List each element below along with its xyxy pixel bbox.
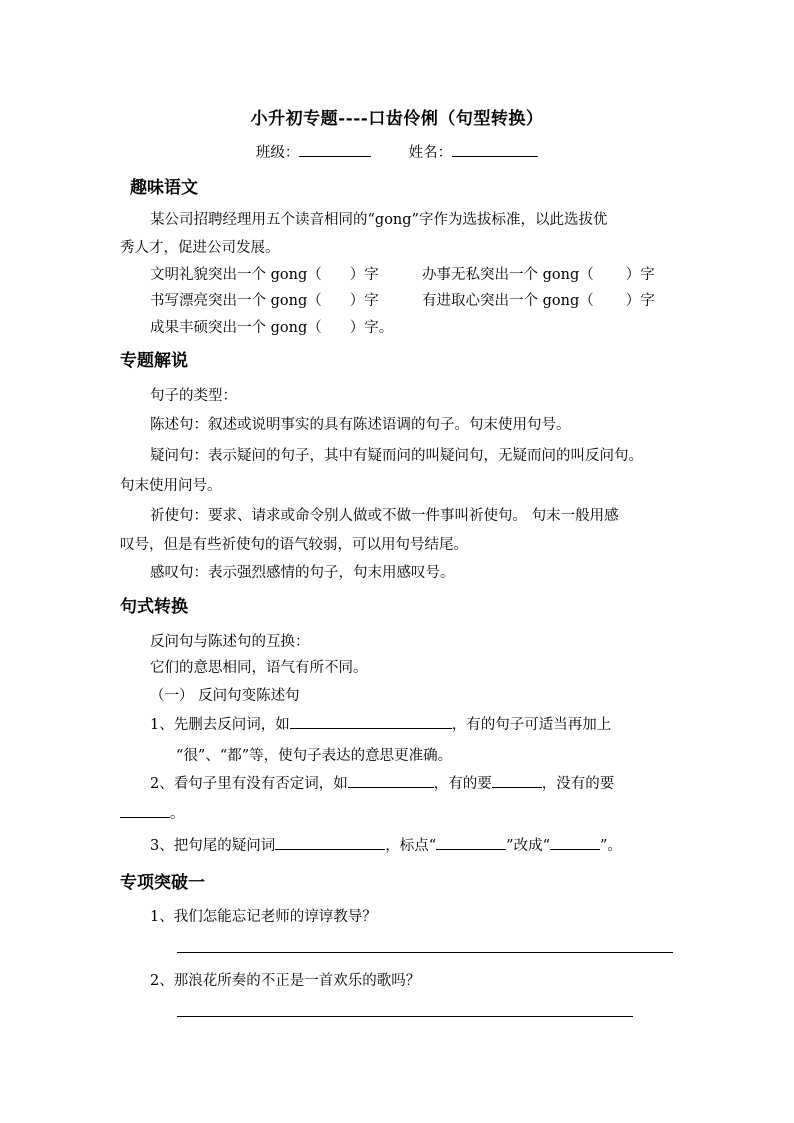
name-blank[interactable] [452, 142, 538, 157]
question-2: 2、那浪花所奏的不正是一首欢乐的歌吗？ [150, 973, 421, 989]
rule-1-blank[interactable] [290, 714, 452, 729]
section-heading-practice: 专项突破一 [120, 873, 205, 893]
explain-line: 祈使句：要求、请求或命令别人做或不做一件事叫祈使句。 句末一般用感 [150, 508, 619, 524]
rule-3: 3、把句尾的疑问词 ，标点“ ”改成“ ”。 [150, 834, 622, 855]
explain-line: 陈述句：叙述或说明事实的具有陈述语调的句子。句末使用句号。 [150, 417, 571, 433]
explain-line: 叹号，但是有些祈使句的语气较弱，可以用句号结尾。 [120, 537, 468, 553]
explain-line: 句子的类型： [150, 388, 237, 404]
answer-line-2[interactable] [177, 1016, 633, 1017]
rule-1: 1、先删去反问词，如 ，有的句子可适当再加上 [150, 713, 611, 734]
explain-line: 感叹句：表示强烈感情的句子，句末用感叹号。 [150, 565, 455, 581]
rule-2-blank-1[interactable] [348, 773, 434, 788]
rule-1-cont: “很”、“都”等，使句子表达的意思更准确。 [176, 748, 453, 764]
question-1: 1、我们怎能忘记老师的谆谆教导？ [150, 909, 377, 925]
fun-item-4: 有进取心突出一个 gong（ ）字 [422, 293, 655, 309]
rule-2-blank-2[interactable] [492, 773, 542, 788]
class-label: 班级： [255, 145, 300, 161]
rule-3-blank-2[interactable] [436, 835, 506, 850]
section-heading-convert: 句式转换 [120, 597, 188, 617]
fun-item-1: 文明礼貌突出一个 gong（ ）字 [150, 267, 379, 283]
rule-2-cont: 。 [120, 802, 185, 823]
fun-item-2: 办事无私突出一个 gong（ ）字 [422, 267, 655, 283]
answer-line-1[interactable] [177, 952, 673, 953]
convert-line-1: 反问句与陈述句的互换： [150, 634, 310, 650]
rule-3-blank-1[interactable] [275, 835, 385, 850]
rule-2: 2、看句子里有没有否定词，如 ，有的要 ，没有的要 [150, 772, 614, 793]
fun-item-3: 书写漂亮突出一个 gong（ ）字 [150, 293, 379, 309]
explain-line: 句末使用问号。 [120, 478, 222, 494]
fun-intro-2: 秀人才，促进公司发展。 [120, 240, 280, 256]
name-label: 姓名： [408, 145, 453, 161]
rule-2-blank-3[interactable] [120, 803, 170, 818]
rule-3-blank-3[interactable] [550, 835, 600, 850]
fun-item-5: 成果丰硕突出一个 gong（ ）字。 [150, 320, 394, 336]
convert-subheading: （一） 反问句变陈述句 [150, 688, 300, 704]
class-blank[interactable] [299, 142, 371, 157]
explain-line: 疑问句：表示疑问的句子，其中有疑而问的叫疑问句，无疑而问的叫反问句。 [150, 448, 643, 464]
fun-intro-1: 某公司招聘经理用五个读音相同的“gong”字作为选拔标准，以此选拔优 [150, 212, 608, 228]
student-info-line [0, 141, 794, 162]
section-heading-fun: 趣味语文 [130, 178, 198, 198]
page-title: 小升初专题----口齿伶俐（句型转换） [250, 109, 544, 129]
section-heading-explain: 专题解说 [120, 351, 188, 371]
convert-line-2: 它们的意思相同，语气有所不同。 [150, 660, 368, 676]
